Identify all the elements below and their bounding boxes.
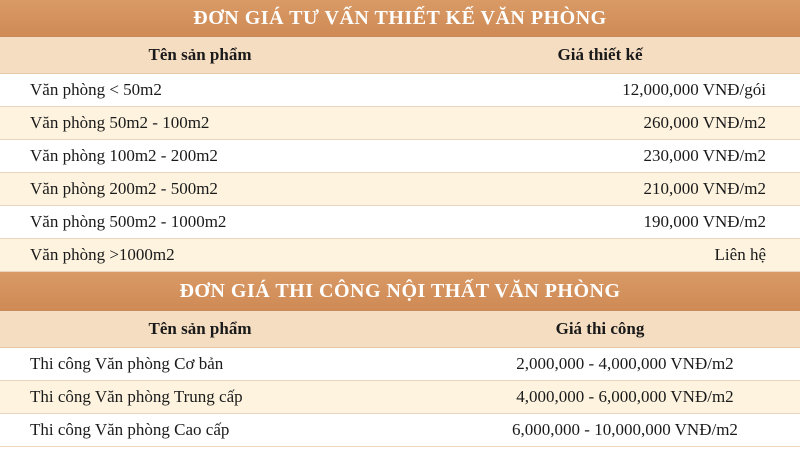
table-row (0, 348, 800, 381)
table-row (0, 414, 800, 447)
table-row (0, 107, 800, 140)
product-price: Liên hệ (714, 245, 766, 264)
product-price: 190,000 VNĐ/m2 (643, 212, 766, 231)
service-price: 6,000,000 - 10,000,000 VNĐ/m2 (512, 420, 738, 439)
service-price: 2,000,000 - 4,000,000 VNĐ/m2 (516, 354, 734, 373)
product-name: Văn phòng 50m2 - 100m2 (30, 113, 210, 132)
service-name: Thi công Văn phòng Cao cấp (30, 420, 230, 439)
table-row (0, 74, 800, 107)
product-name: Văn phòng 500m2 - 1000m2 (30, 212, 227, 231)
design-header-row (0, 37, 800, 74)
product-name: Văn phòng >1000m2 (30, 245, 175, 264)
product-price: 260,000 VNĐ/m2 (643, 113, 766, 132)
construction-header-product: Tên sản phẩm (148, 319, 252, 338)
construction-header-row (0, 311, 800, 348)
service-price: 4,000,000 - 6,000,000 VNĐ/m2 (516, 387, 734, 406)
table-row (0, 239, 800, 272)
table-row (0, 173, 800, 206)
service-name: Thi công Văn phòng Cơ bản (30, 354, 224, 373)
product-price: 210,000 VNĐ/m2 (643, 179, 766, 198)
design-header-product: Tên sản phẩm (148, 45, 252, 64)
product-price: 12,000,000 VNĐ/gói (622, 80, 766, 99)
design-header-price: Giá thiết kế (557, 45, 643, 64)
table-row (0, 381, 800, 414)
service-name: Thi công Văn phòng Trung cấp (30, 387, 243, 406)
product-name: Văn phòng < 50m2 (30, 80, 162, 99)
product-price: 230,000 VNĐ/m2 (643, 146, 766, 165)
product-name: Văn phòng 100m2 - 200m2 (30, 146, 218, 165)
design-section-title: ĐƠN GIÁ TƯ VẤN THIẾT KẾ VĂN PHÒNG (0, 0, 800, 37)
product-name: Văn phòng 200m2 - 500m2 (30, 179, 218, 198)
construction-header-price: Giá thi công (555, 319, 645, 338)
construction-section-title: ĐƠN GIÁ THI CÔNG NỘI THẤT VĂN PHÒNG (0, 272, 800, 311)
table-row (0, 206, 800, 239)
table-row (0, 140, 800, 173)
